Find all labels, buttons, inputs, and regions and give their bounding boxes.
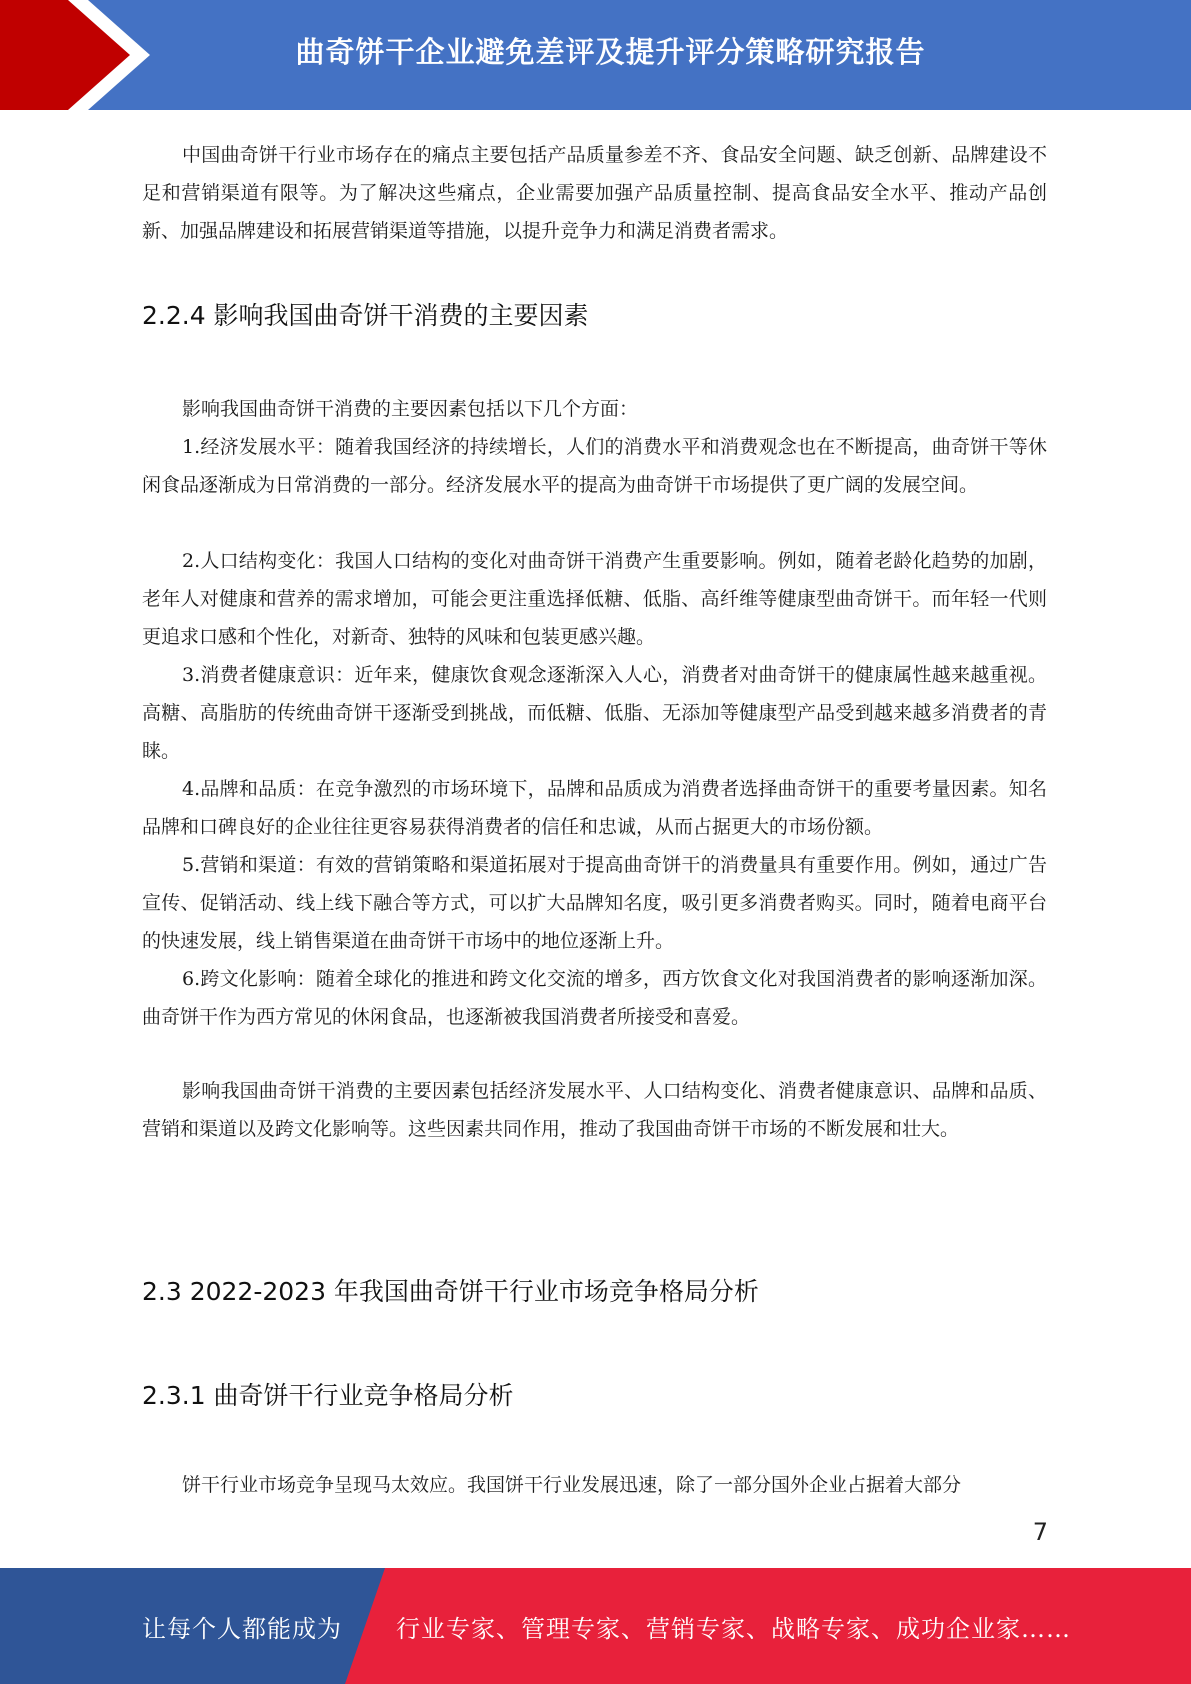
factor-item: 3.消费者健康意识：近年来，健康饮食观念逐渐深入人心，消费者对曲奇饼干的健康属性越来越重视。高糖、高脂肪的传统曲奇饼干逐渐受到挑战，而低糖、低脂、无添加等健康型产品受到越来越多消费者的青睐。 [142, 664, 1047, 762]
page-header [0, 0, 1191, 110]
summary-paragraph: 影响我国曲奇饼干消费的主要因素包括经济发展水平、人口结构变化、消费者健康意识、品牌和品质、营销和渠道以及跨文化影响等。这些因素共同作用，推动了我国曲奇饼干市场的不断发展和壮大。 [142, 1080, 1047, 1140]
page-number: 7 [1032, 1518, 1048, 1546]
factor-item: 1.经济发展水平：随着我国经济的持续增长，人们的消费水平和消费观念也在不断提高，曲奇饼干等休闲食品逐渐成为日常消费的一部分。经济发展水平的提高为曲奇饼干市场提供了更广阔的发展空间。 [142, 436, 1047, 496]
section-heading-2-3: 2.3 2022-2023 年我国曲奇饼干行业市场竞争格局分析 [142, 1277, 759, 1306]
report-title: 曲奇饼干企业避免差评及提升评分策略研究报告 [295, 34, 926, 69]
factor-item: 6.跨文化影响：随着全球化的推进和跨文化交流的增多，西方饮食文化对我国消费者的影响逐渐加深。曲奇饼干作为西方常见的休闲食品，也逐渐被我国消费者所接受和喜爱。 [142, 968, 1047, 1028]
footer-slogan-right: 行业专家、管理专家、营销专家、战略专家、成功企业家…… [396, 1614, 1071, 1643]
factor-item: 5.营销和渠道：有效的营销策略和渠道拓展对于提高曲奇饼干的消费量具有重要作用。例如，通过广告宣传、促销活动、线上线下融合等方式，可以扩大品牌知名度，吸引更多消费者购买。同时，随着电商平台的快速发展，线上销售渠道在曲奇饼干市场中的地位逐渐上升。 [142, 854, 1047, 952]
lead-paragraph: 影响我国曲奇饼干消费的主要因素包括以下几个方面： [182, 398, 639, 420]
factor-item: 2.人口结构变化：我国人口结构的变化对曲奇饼干消费产生重要影响。例如，随着老龄化趋势的加剧，老年人对健康和营养的需求增加，可能会更注重选择低糖、低脂、高纤维等健康型曲奇饼干。而年轻一代则更追求口感和个性化，对新奇、独特的风味和包装更感兴趣。 [142, 550, 1047, 648]
page-footer [0, 1568, 1191, 1684]
competition-paragraph: 饼干行业市场竞争呈现马太效应。我国饼干行业发展迅速，除了一部分国外企业占据着大部分 [182, 1474, 962, 1496]
footer-slogan-left: 让每个人都能成为 [142, 1614, 342, 1643]
intro-paragraph: 中国曲奇饼干行业市场存在的痛点主要包括产品质量参差不齐、食品安全问题、缺乏创新、品牌建设不足和营销渠道有限等。为了解决这些痛点，企业需要加强产品质量控制、提高食品安全水平、推动产品创新、加强品牌建设和拓展营销渠道等措施，以提升竞争力和满足消费者需求。 [142, 144, 1047, 242]
section-heading-2-2-4: 2.2.4 影响我国曲奇饼干消费的主要因素 [142, 301, 589, 330]
section-heading-2-3-1: 2.3.1 曲奇饼干行业竞争格局分析 [142, 1381, 514, 1410]
factor-item: 4.品牌和品质：在竞争激烈的市场环境下，品牌和品质成为消费者选择曲奇饼干的重要考量因素。知名品牌和口碑良好的企业往往更容易获得消费者的信任和忠诚，从而占据更大的市场份额。 [142, 778, 1047, 838]
